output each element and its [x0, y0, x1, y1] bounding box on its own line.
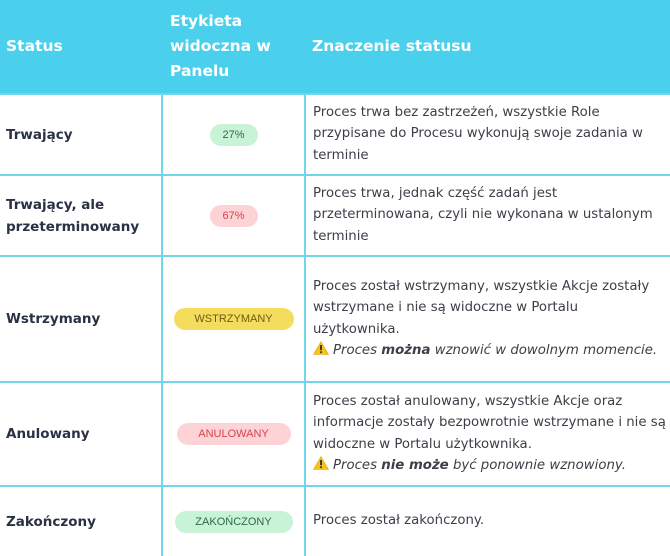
table-row	[0, 175, 670, 256]
status-description: Proces został anulowany, wszystkie Akcje oraz informacje zostały bezpowrotnie wstrzymane i nie są widoczne w Portalu użytkownika.	[313, 393, 666, 452]
table-header-row	[0, 0, 670, 94]
warning-text-after: wznowić w dowolnym momencie.	[434, 343, 658, 358]
status-name: Anulowany	[0, 382, 162, 486]
label-cell	[162, 94, 305, 175]
header-status: Status	[0, 0, 162, 94]
warning-text-after: być ponownie wznowiony.	[452, 458, 626, 473]
table-row	[0, 486, 670, 556]
table-row	[0, 94, 670, 175]
header-meaning: Znaczenie statusu	[305, 0, 670, 94]
status-badge: WSTRZYMANY	[174, 308, 294, 330]
header-label-line-2: widoczna w	[170, 37, 271, 55]
warning-text-strong: można	[381, 343, 431, 358]
warning-text-before: Proces	[333, 343, 378, 358]
table-row	[0, 382, 670, 486]
warning-note	[313, 458, 626, 473]
status-badge: ANULOWANY	[177, 423, 291, 445]
status-description: Proces trwa bez zastrzeżeń, wszystkie Role przypisane do Procesu wykonują swoje zadania w terminie	[305, 94, 670, 175]
header-label-line-3: Panelu	[170, 62, 230, 80]
status-description: Proces trwa, jednak część zadań jest przeterminowana, czyli nie wykonana w ustalonym terminie	[305, 175, 670, 256]
status-badge: 67%	[210, 205, 258, 227]
status-description-cell	[305, 382, 670, 486]
status-name: Wstrzymany	[0, 256, 162, 382]
header-label	[162, 0, 305, 94]
warning-text-before: Proces	[333, 458, 378, 473]
status-description-cell	[305, 256, 670, 382]
status-name: Trwający	[0, 94, 162, 175]
label-cell	[162, 486, 305, 556]
status-name: Trwający, ale przeterminowany	[0, 175, 162, 256]
warning-note	[313, 343, 657, 358]
label-cell	[162, 382, 305, 486]
warning-text-strong: nie może	[381, 458, 449, 473]
label-cell	[162, 256, 305, 382]
status-name: Zakończony	[0, 486, 162, 556]
status-description: Proces został zakończony.	[305, 486, 670, 556]
label-cell	[162, 175, 305, 256]
warning-icon	[313, 456, 329, 470]
table-row	[0, 256, 670, 382]
header-label-line-1: Etykieta	[170, 12, 243, 30]
status-badge: 27%	[210, 124, 258, 146]
status-description: Proces został wstrzymany, wszystkie Akcje zostały wstrzymane i nie są widoczne w Portalu użytkownika.	[313, 278, 650, 337]
warning-icon	[313, 341, 329, 355]
status-badge: ZAKOŃCZONY	[175, 511, 293, 533]
